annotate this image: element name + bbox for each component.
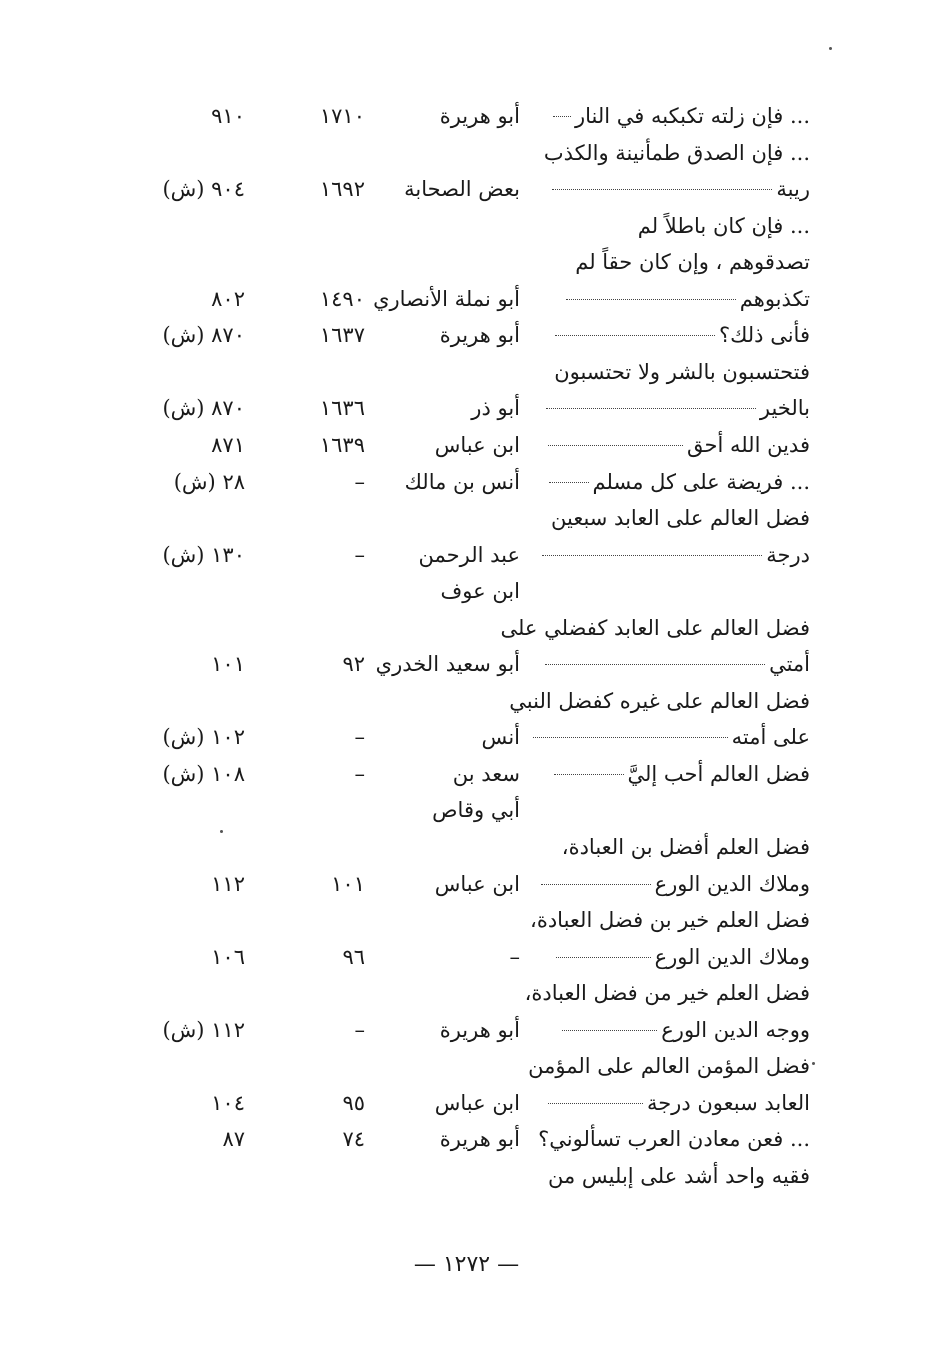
hadith-number: – bbox=[354, 542, 365, 567]
entry-text bbox=[562, 829, 810, 865]
hadith-number: – bbox=[354, 469, 365, 494]
entry-text bbox=[509, 683, 810, 719]
entry-text bbox=[544, 1085, 810, 1121]
index-row bbox=[120, 135, 810, 171]
entry-text bbox=[638, 208, 810, 244]
page-reference: ١١٢ (ش) bbox=[162, 1017, 245, 1042]
entry-text bbox=[548, 1158, 810, 1194]
hadith-number: – bbox=[354, 1017, 365, 1042]
dotted-leader bbox=[545, 663, 765, 665]
entry-phrase: فضل العلم خير من فضل العبادة، bbox=[524, 981, 810, 1006]
entry-text bbox=[558, 1012, 810, 1048]
entry-phrase: بالخير bbox=[759, 396, 810, 421]
dotted-leader bbox=[548, 1102, 643, 1104]
narrator: ابن عباس bbox=[434, 1090, 520, 1115]
entry-text bbox=[538, 1121, 810, 1157]
entry-text bbox=[551, 317, 810, 353]
entry-phrase: وملاك الدين الورع bbox=[654, 871, 810, 896]
index-row bbox=[120, 98, 810, 134]
entry-phrase: تكذبوهم bbox=[739, 286, 810, 311]
hadith-number: ٩٦ bbox=[342, 944, 365, 969]
entry-phrase: أمتي bbox=[769, 652, 810, 677]
entry-text bbox=[562, 281, 810, 317]
narrator: أبو نملة الأنصاري bbox=[373, 286, 520, 311]
entry-phrase: فضل العالم على العابد سبعين bbox=[551, 506, 810, 531]
dotted-leader bbox=[548, 444, 683, 446]
entry-text bbox=[549, 98, 810, 134]
narrator: – bbox=[509, 944, 520, 969]
index-row bbox=[120, 939, 810, 975]
index-row bbox=[120, 610, 810, 646]
entry-phrase: فأنى ذلك؟ bbox=[718, 323, 810, 348]
entry-text bbox=[542, 390, 810, 426]
dotted-leader bbox=[562, 1029, 657, 1031]
index-row bbox=[120, 719, 810, 755]
index-row bbox=[120, 866, 810, 902]
dotted-leader bbox=[552, 188, 772, 190]
dotted-leader bbox=[542, 554, 762, 556]
narrator: ابن عباس bbox=[434, 432, 520, 457]
index-row bbox=[120, 1012, 810, 1048]
dotted-leader bbox=[556, 956, 651, 958]
print-speck bbox=[812, 1062, 815, 1065]
entry-phrase: فضل العلم خير بن فضل العبادة، bbox=[530, 908, 810, 933]
index-row bbox=[120, 390, 810, 426]
index-row bbox=[120, 500, 810, 536]
index-row bbox=[120, 1085, 810, 1121]
narrator: أبو سعيد الخدري bbox=[375, 652, 520, 677]
hadith-number: ١٠١ bbox=[331, 871, 365, 896]
entry-text bbox=[529, 719, 810, 755]
entry-phrase: على أمته bbox=[731, 725, 810, 750]
narrator: عبد الرحمن bbox=[418, 542, 520, 567]
entry-phrase: ... فإن كان باطلاً لم bbox=[637, 213, 810, 238]
page-reference: ٨٧٠ (ش) bbox=[162, 396, 245, 421]
hadith-number: ١٤٩٠ bbox=[319, 286, 365, 311]
index-row bbox=[120, 208, 810, 244]
entry-phrase: درجة bbox=[766, 542, 810, 567]
entry-phrase: تصدقوهم ، وإن كان حقاً لم bbox=[575, 250, 810, 275]
narrator: أبو هريرة bbox=[439, 323, 520, 348]
entry-phrase: فضل العلم أفضل بن العبادة، bbox=[561, 835, 810, 859]
page-reference: ٢٨ (ش) bbox=[173, 469, 245, 494]
entry-text bbox=[537, 866, 810, 902]
entry-text bbox=[525, 975, 810, 1011]
entry-phrase: فضل العالم أحب إليَّ bbox=[627, 761, 810, 786]
hadith-number: ١٧١٠ bbox=[319, 104, 365, 128]
index-row bbox=[120, 829, 810, 865]
page-reference: ١٠٨ (ش) bbox=[162, 761, 245, 786]
page-reference: ٨٧٠ (ش) bbox=[162, 323, 245, 348]
page-reference: ١٠٢ (ش) bbox=[162, 725, 245, 750]
narrator: أبو ذر bbox=[471, 396, 520, 421]
hadith-number: ١٦٣٧ bbox=[319, 323, 365, 348]
index-row bbox=[120, 902, 810, 938]
index-row bbox=[120, 427, 810, 463]
page-reference: ١٠٤ bbox=[211, 1090, 245, 1115]
narrator: أبو هريرة bbox=[439, 1127, 520, 1152]
entry-phrase: ... فريضة على كل مسلم bbox=[592, 469, 810, 494]
dotted-leader bbox=[546, 407, 756, 409]
hadith-number: – bbox=[354, 761, 365, 786]
entry-text bbox=[544, 427, 810, 463]
index-row bbox=[120, 573, 810, 609]
hadith-number: ٩٥ bbox=[342, 1090, 365, 1115]
entry-text bbox=[575, 244, 810, 280]
narrator: سعد بن bbox=[452, 761, 520, 786]
index-row bbox=[120, 792, 810, 828]
entry-text bbox=[554, 354, 810, 390]
index-row bbox=[120, 1121, 810, 1157]
index-row bbox=[120, 281, 810, 317]
entry-phrase: ريبة bbox=[776, 177, 810, 202]
print-speck bbox=[829, 47, 832, 50]
index-row bbox=[120, 317, 810, 353]
entry-text bbox=[528, 1048, 810, 1084]
index-row bbox=[120, 537, 810, 573]
entry-phrase: فضل العالم على غيره كفضل النبي bbox=[509, 688, 810, 713]
dotted-leader bbox=[555, 334, 715, 336]
index-row bbox=[120, 646, 810, 682]
entry-phrase: ... فإن الصدق طمأنينة والكذب bbox=[543, 140, 810, 165]
entry-phrase: فضل المؤمن العالم على المؤمن bbox=[528, 1054, 810, 1079]
entry-text bbox=[548, 171, 810, 207]
index-row bbox=[120, 354, 810, 390]
page-reference: ٨٧ bbox=[222, 1127, 245, 1152]
dotted-leader bbox=[553, 115, 571, 117]
entry-text bbox=[552, 939, 810, 975]
page-reference: ١١٢ bbox=[211, 871, 245, 896]
entry-text bbox=[541, 646, 810, 682]
page-reference: ٩٠٤ (ش) bbox=[162, 177, 245, 202]
entry-text bbox=[538, 537, 810, 573]
dotted-leader bbox=[566, 298, 736, 300]
narrator: أبي وقاص bbox=[432, 798, 520, 823]
entry-text bbox=[550, 756, 811, 792]
index-row bbox=[120, 464, 810, 500]
hadith-number: ٧٤ bbox=[342, 1127, 365, 1152]
hadith-number: ٩٢ bbox=[342, 652, 365, 677]
entry-text bbox=[545, 464, 810, 500]
page-reference: ١٠٦ bbox=[211, 944, 245, 969]
dotted-leader bbox=[549, 481, 589, 483]
entry-phrase: ووجه الدين الورع bbox=[661, 1017, 810, 1042]
narrator: أبو هريرة bbox=[439, 1017, 520, 1042]
dotted-leader bbox=[554, 773, 624, 775]
index-row bbox=[120, 171, 810, 207]
print-speck bbox=[220, 830, 223, 833]
dotted-leader bbox=[533, 736, 728, 738]
narrator: أبو هريرة bbox=[439, 104, 520, 128]
page-reference: ٨٠٢ bbox=[211, 286, 245, 311]
entry-phrase: فتحتسبون بالشر ولا تحتسبون bbox=[554, 359, 810, 384]
page-reference: ٨٧١ bbox=[211, 432, 245, 457]
entry-phrase: فدين الله أحق bbox=[686, 432, 810, 457]
index-row bbox=[120, 244, 810, 280]
entry-phrase: فضل العالم على العابد كفضلي على bbox=[500, 615, 810, 640]
entry-phrase: ... فعن معادن العرب تسألوني؟ bbox=[538, 1127, 810, 1152]
index-row bbox=[120, 1048, 810, 1084]
page-reference: ١٠١ bbox=[211, 652, 245, 677]
page-number: — ١٢٧٢ — bbox=[413, 1252, 520, 1277]
index-row bbox=[120, 975, 810, 1011]
entry-text bbox=[551, 500, 810, 536]
narrator: ابن عباس bbox=[434, 871, 520, 896]
entry-phrase: ... فإن زلته تكبكبه في النار bbox=[574, 104, 810, 128]
hadith-number: ١٦٣٦ bbox=[319, 396, 365, 421]
hadith-number: – bbox=[354, 725, 365, 750]
page-reference: ٩١٠ bbox=[211, 104, 245, 128]
narrator: أنس bbox=[481, 725, 520, 750]
dotted-leader bbox=[541, 883, 651, 885]
entry-phrase: العابد سبعون درجة bbox=[646, 1090, 810, 1115]
index-row bbox=[120, 756, 810, 792]
narrator: بعض الصحابة bbox=[404, 177, 520, 202]
entry-phrase: فقيه واحد أشد على إبليس من bbox=[547, 1163, 810, 1188]
entry-text bbox=[530, 902, 810, 938]
page-reference: ١٣٠ (ش) bbox=[162, 542, 245, 567]
entry-phrase: وملاك الدين الورع bbox=[654, 944, 810, 969]
hadith-number: ١٦٣٩ bbox=[319, 432, 365, 457]
narrator: ابن عوف bbox=[440, 579, 520, 604]
index-row bbox=[120, 1158, 810, 1194]
index-row bbox=[120, 683, 810, 719]
hadith-number: ١٦٩٢ bbox=[319, 177, 365, 202]
narrator: أنس بن مالك bbox=[404, 469, 520, 494]
entry-text bbox=[544, 135, 810, 171]
entry-text bbox=[500, 610, 810, 646]
